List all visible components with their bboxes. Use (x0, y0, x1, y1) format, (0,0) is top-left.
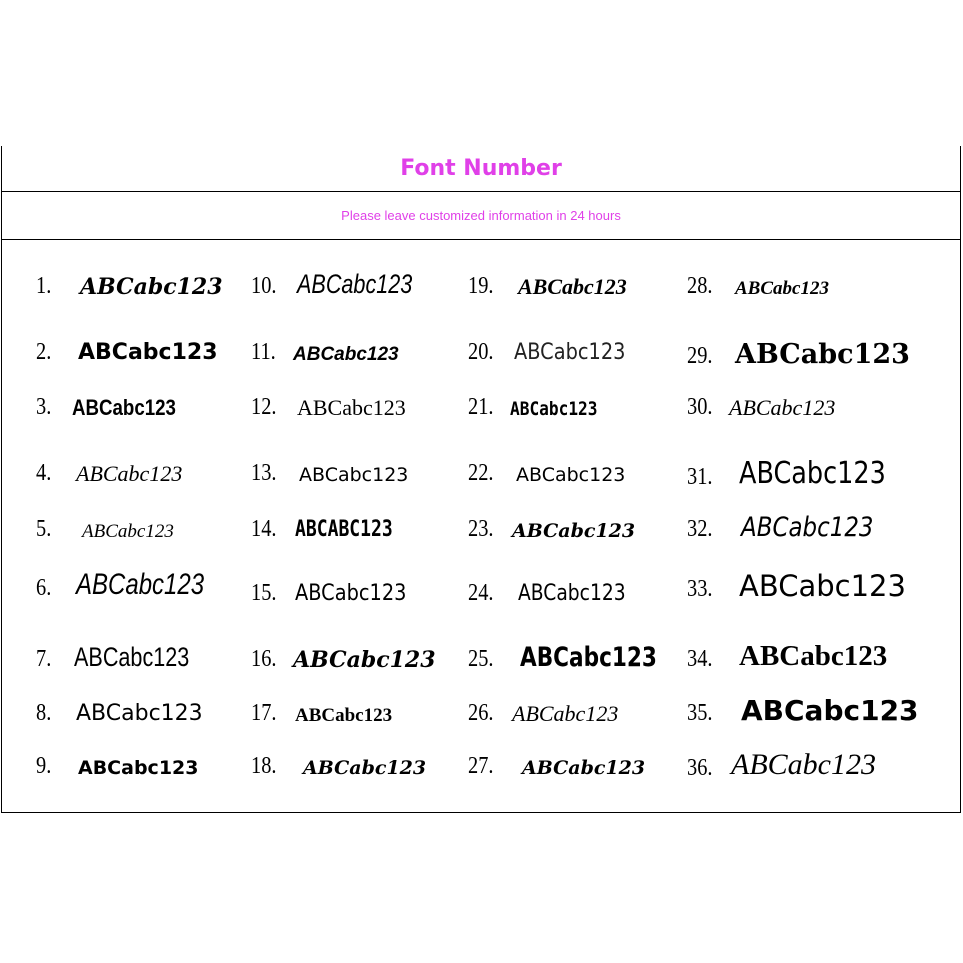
font-entry-10 (251, 266, 456, 298)
font-sample: ABCabc123 (293, 344, 399, 365)
font-number: 9. (36, 753, 52, 779)
font-entry-17 (251, 693, 456, 725)
font-entry-25 (468, 639, 678, 671)
font-number: 1. (36, 273, 52, 299)
font-number: 29. (687, 343, 713, 369)
font-sample: ABCabc123 (520, 642, 657, 673)
font-sample: ABCabc123 (522, 757, 646, 779)
font-number: 26. (468, 700, 494, 726)
font-sample: ABCabc123 (295, 581, 407, 606)
font-sample: ABCabc123 (299, 464, 409, 486)
page-title: Font Number (400, 156, 562, 181)
font-sample: ABCabc123 (72, 395, 176, 420)
font-entry-2 (36, 332, 236, 364)
font-sample: ABCabc123 (82, 521, 174, 542)
font-sample: ABCABC123 (295, 517, 393, 542)
font-sample: ABCabc123 (74, 642, 190, 672)
font-sample-grid (2, 241, 960, 811)
font-number: 16. (251, 646, 277, 672)
font-entry-11 (251, 332, 456, 364)
font-number: 28. (687, 273, 713, 299)
font-entry-13 (251, 453, 456, 485)
font-number: 21. (468, 394, 494, 420)
font-sample: ABCabc123 (735, 278, 829, 299)
font-entry-18 (251, 746, 456, 778)
font-number: 11. (251, 339, 276, 365)
font-sample: ABCabc123 (516, 464, 626, 486)
font-entry-27 (468, 746, 678, 778)
font-entry-1 (36, 266, 236, 298)
font-entry-12 (251, 387, 456, 419)
font-sample: ABCabc123 (76, 701, 203, 726)
font-entry-29 (687, 332, 937, 368)
font-number: 7. (36, 646, 52, 672)
font-number: 12. (251, 394, 277, 420)
font-entry-9 (36, 746, 236, 778)
font-number: 8. (36, 700, 52, 726)
font-entry-21 (468, 387, 678, 419)
font-sample: ABCabc123 (731, 748, 876, 781)
font-number: 19. (468, 273, 494, 299)
font-entry-34 (687, 639, 937, 671)
font-sample: ABCabc123 (78, 340, 218, 365)
customization-note: Please leave customized information in 24 hours (341, 208, 621, 223)
font-entry-19 (468, 266, 678, 298)
font-number: 36. (687, 755, 713, 781)
font-sample: ABCabc123 (76, 461, 183, 486)
font-entry-16 (251, 639, 456, 671)
font-entry-3 (36, 387, 236, 419)
font-number: 15. (251, 580, 277, 606)
note-row (2, 192, 960, 240)
font-entry-15 (251, 573, 456, 605)
font-number: 23. (468, 516, 494, 542)
font-sample: ABCabc123 (512, 520, 636, 542)
font-number: 14. (251, 516, 277, 542)
font-chart-card (1, 146, 961, 813)
font-entry-26 (468, 693, 678, 725)
font-number: 33. (687, 576, 713, 602)
font-entry-32 (687, 509, 937, 541)
font-sample: ABCabc123 (78, 757, 199, 779)
font-sample: ABCabc123 (739, 569, 906, 603)
font-number: 4. (36, 460, 52, 486)
font-number: 25. (468, 646, 494, 672)
font-sample: ABCabc123 (741, 512, 874, 543)
font-number: 17. (251, 700, 277, 726)
font-number: 6. (36, 575, 52, 601)
font-sample: ABCabc123 (514, 340, 626, 365)
font-sample: ABCabc123 (297, 269, 413, 299)
font-number: 24. (468, 580, 494, 606)
font-sample: ABCabc123 (293, 647, 436, 673)
font-number: 10. (251, 273, 277, 299)
font-entry-24 (468, 573, 678, 605)
font-number: 20. (468, 339, 494, 365)
font-entry-6 (36, 564, 236, 600)
font-entry-31 (687, 453, 937, 489)
font-entry-23 (468, 509, 678, 541)
font-entry-22 (468, 453, 678, 485)
font-sample: ABCabc123 (739, 456, 886, 491)
font-number: 22. (468, 460, 494, 486)
font-sample: ABCabc123 (512, 701, 619, 726)
font-entry-20 (468, 332, 678, 364)
font-sample: ABCabc123 (303, 757, 427, 779)
font-sample: ABCabc123 (295, 705, 393, 726)
font-number: 32. (687, 516, 713, 542)
font-sample: ABCabc123 (518, 274, 627, 299)
font-number: 35. (687, 700, 713, 726)
font-entry-4 (36, 453, 236, 485)
font-entry-28 (687, 266, 937, 298)
title-row (2, 146, 960, 192)
font-number: 27. (468, 753, 494, 779)
font-entry-7 (36, 639, 236, 671)
font-sample: ABCabc123 (510, 398, 598, 420)
font-entry-14 (251, 509, 456, 541)
font-number: 3. (36, 394, 52, 420)
font-number: 2. (36, 339, 52, 365)
font-sample: ABCabc123 (741, 694, 919, 727)
font-number: 34. (687, 646, 713, 672)
font-sample: ABCabc123 (729, 395, 836, 420)
font-number: 18. (251, 753, 277, 779)
font-sample: ABCabc123 (80, 274, 223, 300)
font-entry-35 (687, 693, 937, 725)
font-sample: ABCabc123 (76, 568, 205, 601)
font-sample: ABCabc123 (735, 339, 910, 370)
font-entry-30 (687, 387, 937, 419)
font-entry-5 (36, 509, 236, 541)
font-sample: ABCabc123 (739, 640, 888, 672)
font-number: 13. (251, 460, 277, 486)
font-entry-36 (687, 746, 937, 780)
font-number: 31. (687, 464, 713, 490)
font-number: 30. (687, 394, 713, 420)
font-number: 5. (36, 516, 52, 542)
font-entry-33 (687, 567, 937, 601)
font-sample: ABCabc123 (518, 581, 626, 606)
font-sample: ABCabc123 (297, 395, 406, 420)
font-entry-8 (36, 693, 236, 725)
